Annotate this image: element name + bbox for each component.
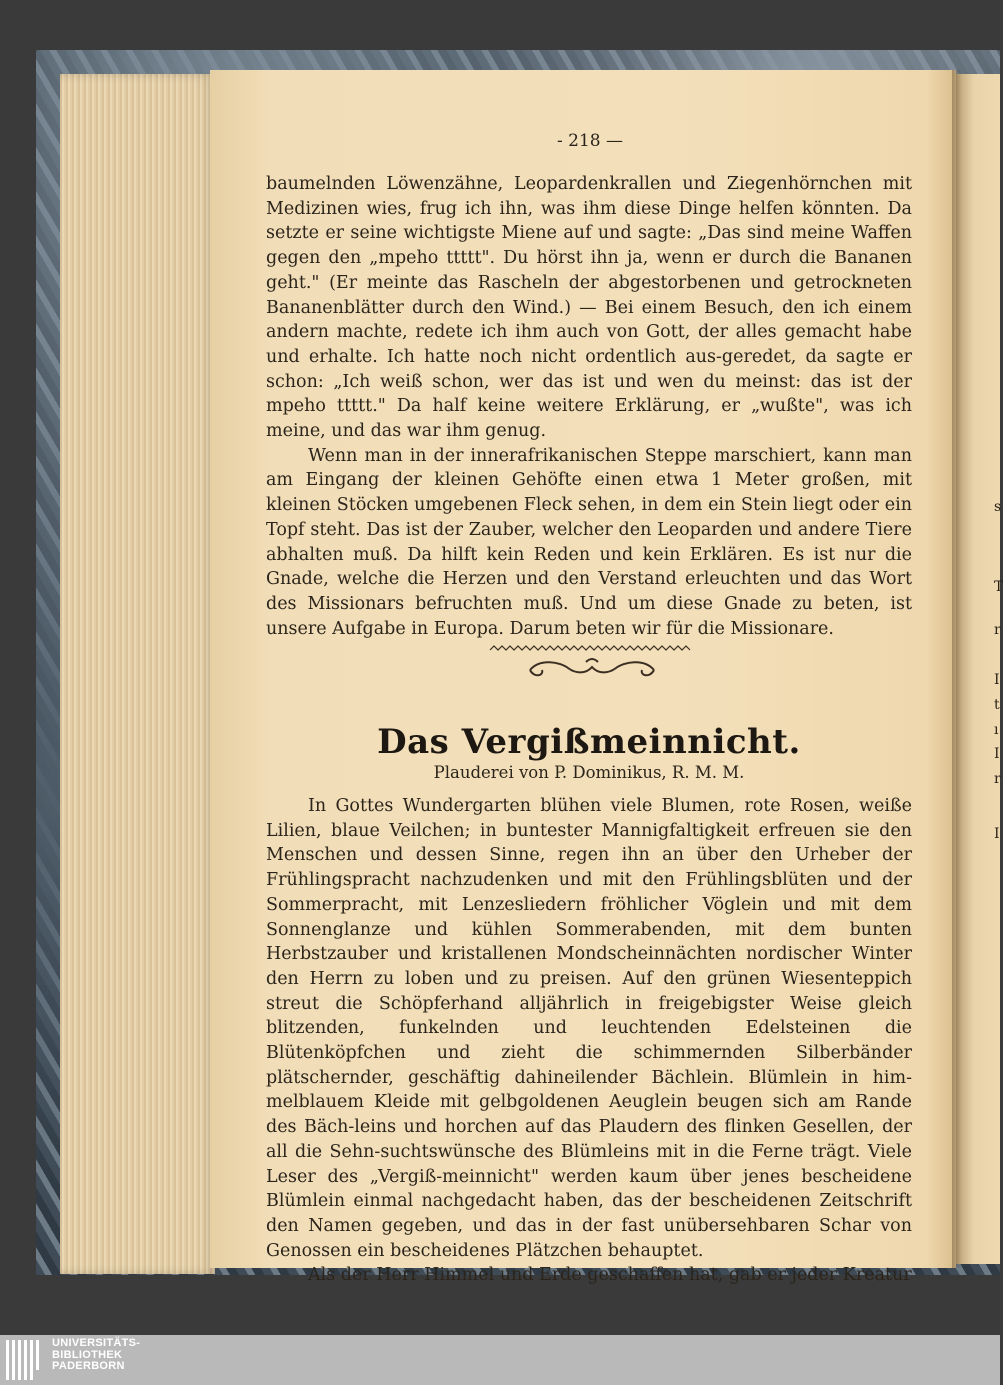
next-page-mark: I bbox=[994, 826, 1000, 842]
library-logo-icon bbox=[6, 1338, 44, 1382]
next-page-mark: ı bbox=[994, 722, 999, 738]
next-page-mark: t bbox=[994, 697, 1000, 713]
next-page-mark: I bbox=[994, 672, 1000, 688]
next-page-mark: I bbox=[994, 746, 1000, 762]
article-title: Das Vergißmeinnicht. bbox=[377, 722, 801, 762]
page-edges bbox=[60, 74, 215, 1274]
next-page-mark: r bbox=[994, 771, 1001, 787]
logo-line: UNIVERSITÄTS- bbox=[52, 1337, 141, 1349]
paragraph: In Gottes Wundergarten blühen viele Blumen, rote Rosen, weiße Lilien, blaue Veilchen; in buntester Mannigfaltigkeit erfreuen sie den Menschen und dessen Sinne, regen ihn an über den Urheber der Frühlingspracht nachzudenken und mit den Frühlingsblüten und der Sommerpracht, mit Lenzesliedern fröhlicher Vöglein und mit dem Sonnenglanze und kühlen Sommerabenden, mit dem bunten Herbstzauber und kristallenen Mondscheinnächten nordischer Winter den Herrn zu loben und zu preisen. Auf den grünen Wiesenteppich streut die Schöpferhand alljährlich in freigebigster Weise gleich blitzenden, funkelnden und leuchtenden Edelsteinen die Blütenköpfchen und zieht die schimmernden Silberbänder plätschernder, geschäftig dahineilender Bächlein. Blümlein in him-melblauem Kleide mit gelbgoldenen Aeuglein beugen sich am Rande des Bäch-leins und horchen auf das Plaudern des flinken Gesellen, der all die Sehn-suchtswünsche des Blümleins mit in die Ferne trägt. Viele Leser des „Vergiß-meinnicht" werden kaum über jenes bescheidene Blümlein einmal nachgedacht haben, das der bescheidenen Zeitschrift den Namen gegeben, und das in der fast unübersehbaren Schar von Genossen ein bescheidenes Plätzchen behauptet. bbox=[266, 796, 912, 1261]
paragraph: Wenn man in der innerafrikanischen Steppe marschiert, kann man am Eingang der kleinen Gehöfte einen etwa 1 Meter großen, mit kleinen Stöcken umgebenen Fleck sehen, in dem ein Stein liegt oder ein Topf steht. Das ist der Zauber, welcher den Leoparden und andere Tiere abhalten muß. Da hilft kein Reden und kein Erklären. Es ist nur die Gnade, welche die Herzen und den Verstand erleuchten und das Wort des Missionars befruchten muß. Und um diese Gnade zu beten, ist unsere Aufgabe in Europa. Darum beten wir für die Missionare. bbox=[266, 445, 912, 639]
paragraph: baumelnden Löwenzähne, Leopardenkrallen und Ziegenhörnchen mit Medizinen wies, frug ich ihn, was ihm diese Dinge helfen könnten. Da setzte er seine wichtigste Miene auf und sagte: „Das sind meine Waffen gegen den „mpeho ttttt". Du hörst ihn ja, wenn er durch die Bananen geht." (Er meinte das Rascheln der abgestorbenen und getrockneten Bananenblätter durch den Wind.) — Bei einem Besuch, den ich einem andern machte, redete ich ihm auch von Gott, der alles gemacht habe und erhalte. Ich hatte noch nicht ordentlich aus-geredet, da sagte er schon: „Ich weiß schon, wer das ist und wen du meinst: das ist der mpeho ttttt." Da half keine weitere Erklärung, er „wußte", was ich meine, und das war ihm genug. bbox=[266, 174, 912, 442]
divider-ornament bbox=[490, 640, 695, 685]
next-page-edge bbox=[956, 74, 1003, 1264]
article-subtitle: Plauderei von P. Dominikus, R. M. M. bbox=[433, 763, 745, 782]
next-page-mark: T bbox=[994, 579, 1003, 595]
top-text bbox=[266, 172, 912, 641]
page-number: - 218 — bbox=[557, 131, 623, 151]
next-page-mark: s bbox=[994, 499, 1002, 515]
page-gutter bbox=[952, 70, 962, 1268]
article-text bbox=[266, 794, 912, 1288]
logo-line: PADERBORN bbox=[52, 1360, 125, 1372]
library-footer bbox=[0, 1335, 1000, 1385]
library-logo-text bbox=[52, 1338, 140, 1373]
next-page-mark: r bbox=[994, 622, 1001, 638]
paragraph: Als der Herr Himmel und Erde geschaffen hat, gab er jeder Kreatur bbox=[308, 1265, 912, 1286]
logo-line: BIBLIOTHEK bbox=[52, 1348, 123, 1361]
